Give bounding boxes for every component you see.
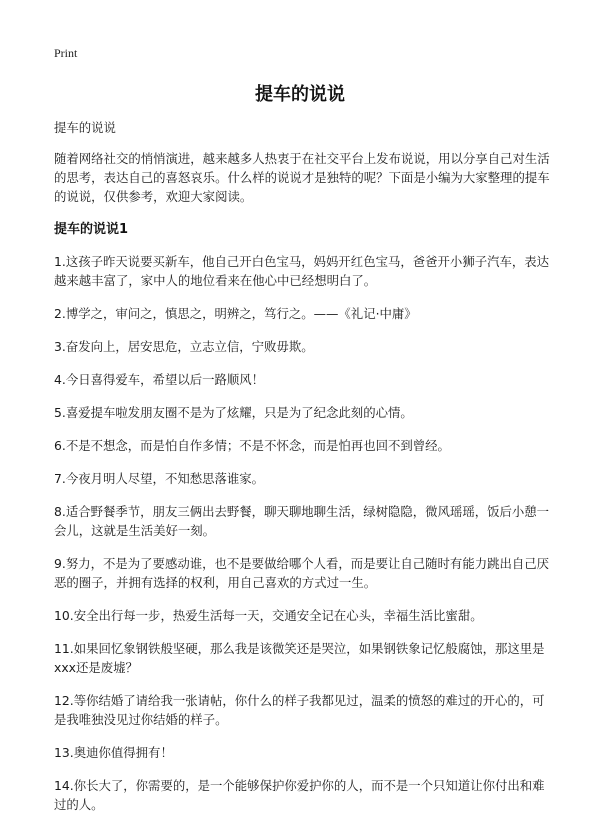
list-item: 3.奋发向上，居安思危，立志立信，宁败毋欺。 [54,339,314,354]
list-item: 4.今日喜得爱车，希望以后一路顺风！ [54,372,265,387]
document-body [54,118,554,828]
section-heading: 提车的说说1 [54,222,129,237]
list-item: 14.你长大了，你需要的，是一个能够保护你爱护你的人，而不是一个只知道让你付出和难过的人。 [54,778,545,812]
document-subtitle: 提车的说说 [54,120,116,135]
list-item: 9.努力，不是为了要感动谁，也不是要做给哪个人看，而是要让自己随时有能力跳出自己厌恶的圈子，并拥有选择的权利，用自己喜欢的方式过一生。 [54,556,550,590]
list-item: 11.如果回忆象钢铁般坚硬，那么我是该微笑还是哭泣，如果钢铁象记忆般腐蚀，那这里是xxx还是废墟？ [54,641,545,675]
list-item: 13.奥迪你值得拥有！ [54,745,173,760]
list-item: 2.博学之，审问之，慎思之，明辨之，笃行之。——《礼记·中庸》 [54,306,417,321]
list-item: 5.喜爱提车啦发朋友圈不是为了炫耀，只是为了纪念此刻的心情。 [54,405,413,420]
list-item: 6.不是不想念，而是怕自作多情；不是不怀念，而是怕再也回不到曾经。 [54,438,450,453]
list-item: 8.适合野餐季节，朋友三俩出去野餐，聊天聊地聊生活，绿树隐隐，微风瑶瑶，饭后小憩一会儿，这就是生活美好一刻。 [54,504,550,538]
print-label: Print [54,46,78,60]
list-item: 10.安全出行每一步，热爱生活每一天，交通安全记在心头，幸福生活比蜜甜。 [54,608,483,623]
list-item: 1.这孩子昨天说要买新车，他自己开白色宝马，妈妈开红色宝马，爸爸开小狮子汽车，表达越来越丰富了，家中人的地位看来在他心中已经想明白了。 [54,254,550,288]
page-title: 提车的说说 [255,84,345,105]
intro-paragraph: 随着网络社交的悄悄演进，越来越多人热衷于在社交平台上发布说说，用以分享自己对生活的思考，表达自己的喜怒哀乐。什么样的说说才是独特的呢？下面是小编为大家整理的提车的说说，仅供参考，欢迎大家阅读。 [54,151,550,204]
list-item: 7.今夜月明人尽望，不知愁思落谁家。 [54,471,265,486]
list-item: 12.等你结婚了请给我一张请帖，你什么的样子我都见过，温柔的愤怒的难过的开心的，可是我唯独没见过你结婚的样子。 [54,693,545,727]
